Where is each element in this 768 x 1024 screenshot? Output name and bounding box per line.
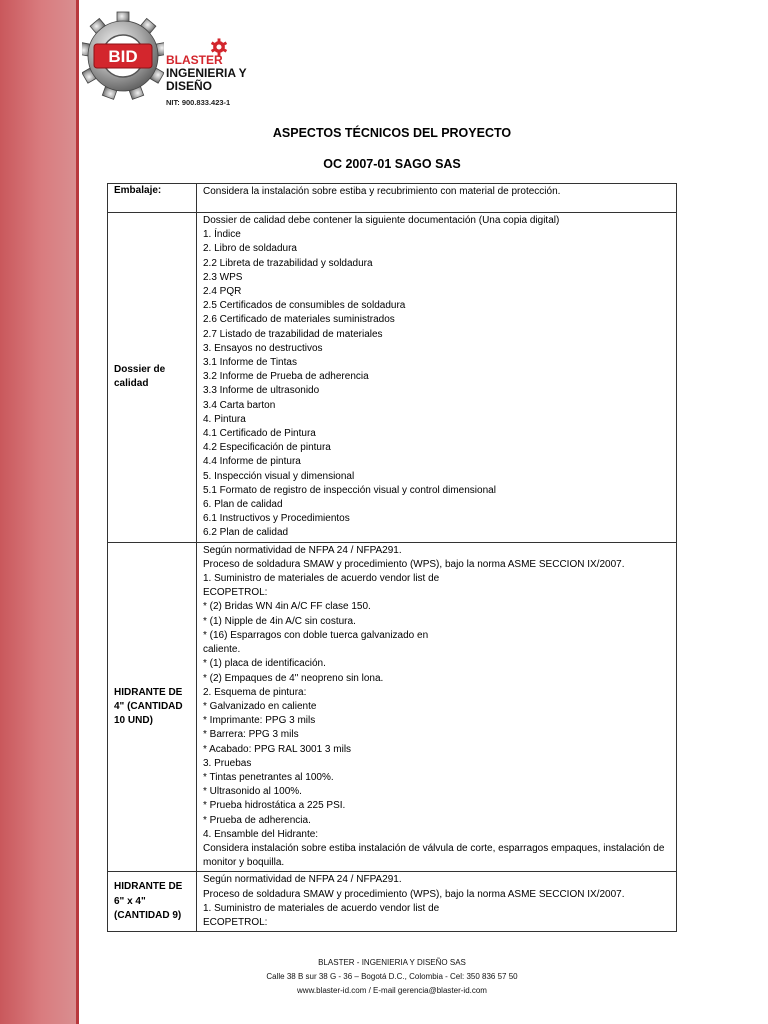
content-line: * (1) placa de identificación. — [203, 658, 326, 670]
content-line: 5.1 Formato de registro de inspección visual y control dimensional — [203, 484, 496, 496]
content-line: * Galvanizado en caliente — [203, 700, 317, 712]
row-content — [197, 184, 677, 213]
content-line: 3.1 Informe de Tintas — [203, 357, 297, 369]
content-line: 4.1 Certificado de Pintura — [203, 428, 316, 440]
content-line: * (16) Esparragos con doble tuerca galvanizado en — [203, 629, 429, 641]
content-line: 2.7 Listado de trazabilidad de materiales — [203, 328, 383, 340]
decorative-side-band — [0, 0, 79, 1024]
content-line: Proceso de soldadura SMAW y procedimiento (WPS), bajo la norma ASME SECCION IX/2007. — [203, 888, 625, 900]
footer-company: BLASTER - INGENIERIA Y DISEÑO SAS — [318, 958, 466, 967]
content-line: 1. Suministro de materiales de acuerdo vendor list de — [203, 902, 440, 914]
document-title: ASPECTOS TÉCNICOS DEL PROYECTO — [272, 126, 512, 140]
table-row-dossier — [108, 213, 677, 543]
content-line: 2.3 WPS — [203, 271, 243, 283]
content-line: * Prueba de adherencia. — [203, 814, 311, 826]
content-line: 2.2 Libreta de trazabilidad y soldadura — [203, 257, 373, 269]
row-content — [197, 872, 677, 932]
footer-contact: www.blaster-id.com / E-mail gerencia@blaster-id.com — [297, 986, 487, 995]
content-line: * Imprimante: PPG 3 mils — [203, 715, 316, 727]
content-line: 6.1 Instructivos y Procedimientos — [203, 513, 350, 525]
row-label: HIDRANTE DE 6" x 4" (CANTIDAD 9) — [108, 872, 197, 932]
content-line: 2.5 Certificados de consumibles de soldadura — [203, 300, 406, 312]
brand-line-2: INGENIERIA Y — [166, 66, 247, 80]
content-line: * (1) Nipple de 4in A/C sin costura. — [203, 615, 356, 627]
company-logo — [82, 10, 272, 110]
content-line: 4.2 Especificación de pintura — [203, 442, 331, 454]
table-row-embalaje — [108, 184, 677, 213]
content-line: * Acabado: PPG RAL 3001 3 mils — [203, 743, 352, 755]
document-subtitle: OC 2007-01 SAGO SAS — [323, 157, 461, 171]
row-label: Embalaje: — [108, 184, 197, 213]
content-line: * (2) Empaques de 4" neopreno sin lona. — [203, 672, 384, 684]
content-line: 2. Libro de soldadura — [203, 243, 297, 255]
content-line: 3. Ensayos no destructivos — [203, 342, 323, 354]
table-row-hidrante-4 — [108, 542, 677, 872]
row-content — [197, 542, 677, 872]
gear-logo-icon — [82, 10, 164, 106]
content-line: * Tintas penetrantes al 100%. — [203, 771, 334, 783]
content-line: 3.4 Carta barton — [203, 399, 276, 411]
content-line: 3.2 Informe de Prueba de adherencia — [203, 371, 369, 383]
content-line: ECOPETROL: — [203, 587, 268, 599]
content-line: Considera la instalación sobre estiba y recubrimiento con material de protección. — [203, 186, 561, 197]
content-line: 6. Plan de calidad — [203, 499, 283, 511]
footer-address: Calle 38 B sur 38 G - 36 – Bogotá D.C., Colombia - Cel: 350 836 57 50 — [266, 972, 518, 981]
technical-specs-table — [107, 183, 677, 932]
page-footer — [107, 956, 677, 998]
content-line: * Ultrasonido al 100%. — [203, 786, 302, 798]
content-line: 1. Índice — [203, 229, 241, 241]
content-line: * (2) Bridas WN 4in A/C FF clase 150. — [203, 601, 371, 613]
content-line: 4. Ensamble del Hidrante: — [203, 828, 319, 840]
brand-name — [166, 54, 247, 93]
content-line: 3.3 Informe de ultrasonido — [203, 385, 320, 397]
content-line: caliente. — [203, 644, 241, 656]
content-line: Considera instalación sobre estiba instalación de válvula de corte, esparragos empaques, instalación de monitor y boquilla. — [203, 842, 665, 869]
content-line: Proceso de soldadura SMAW y procedimiento (WPS), bajo la norma ASME SECCION IX/2007. — [203, 558, 625, 570]
row-label: Dossier de calidad — [108, 213, 197, 543]
content-line: * Prueba hidrostática a 225 PSI. — [203, 800, 346, 812]
content-line: Según normatividad de NFPA 24 / NFPA291. — [203, 544, 402, 556]
table-row-hidrante-6 — [108, 872, 677, 932]
row-content — [197, 213, 677, 543]
brand-line-1: BLASTER — [166, 53, 223, 67]
logo-badge-text: BID — [108, 47, 138, 66]
content-line: 2.4 PQR — [203, 286, 242, 298]
brand-nit: NIT: 900.833.423-1 — [166, 98, 231, 107]
content-line: Dossier de calidad debe contener la siguiente documentación (Una copia digital) — [203, 215, 560, 226]
brand-line-3: DISEÑO — [166, 79, 213, 93]
content-line: 2. Esquema de pintura: — [203, 686, 307, 698]
row-label: HIDRANTE DE 4" (CANTIDAD 10 UND) — [108, 542, 197, 872]
content-line: 6.2 Plan de calidad — [203, 527, 289, 539]
content-line: ECOPETROL: — [203, 916, 268, 928]
content-line: 4. Pintura — [203, 413, 246, 425]
content-line: 1. Suministro de materiales de acuerdo vendor list de — [203, 573, 440, 585]
content-line: * Barrera: PPG 3 mils — [203, 729, 299, 741]
content-line: 2.6 Certificado de materiales suministrados — [203, 314, 395, 326]
content-line: Según normatividad de NFPA 24 / NFPA291. — [203, 874, 402, 886]
content-line: 3. Pruebas — [203, 757, 252, 769]
content-line: 4.4 Informe de pintura — [203, 456, 301, 468]
content-line: 5. Inspección visual y dimensional — [203, 470, 355, 482]
